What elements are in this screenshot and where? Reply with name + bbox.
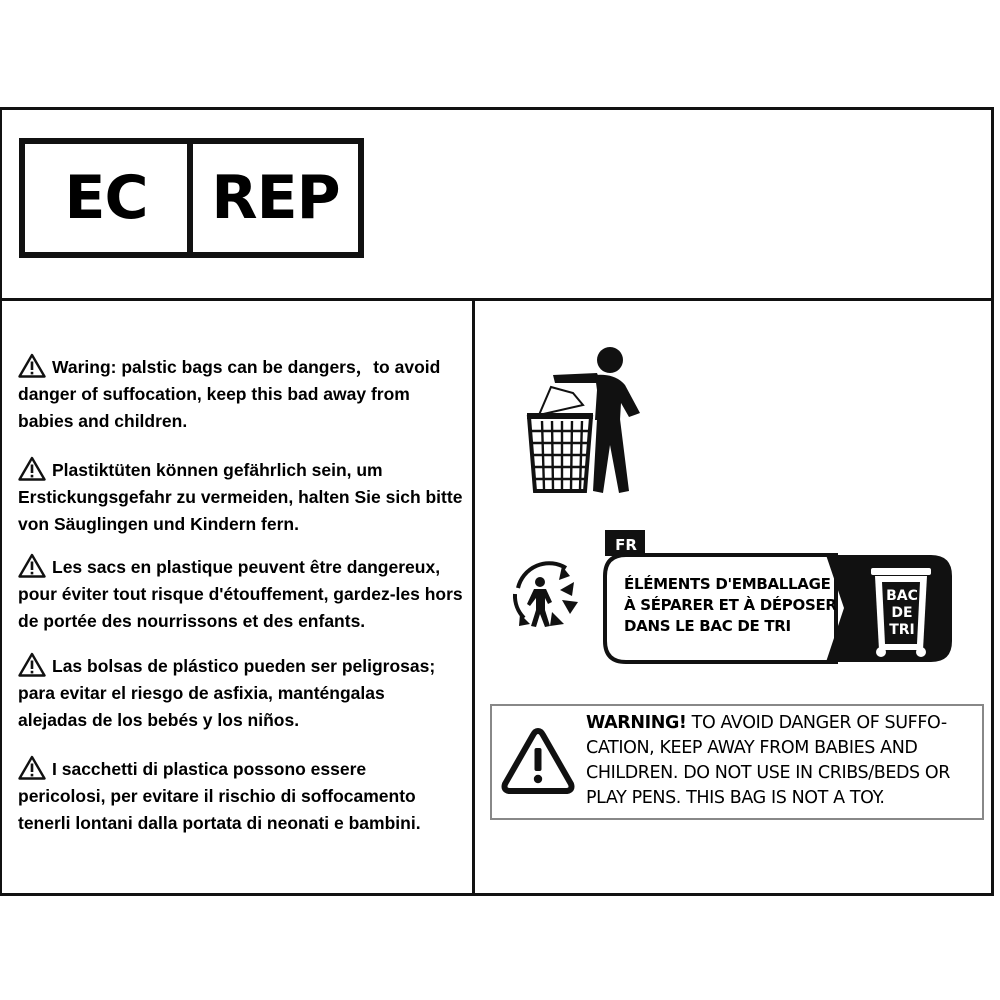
recycling-bin-icon <box>873 588 931 639</box>
warning-triangle-icon <box>18 353 46 378</box>
triman-line: DANS LE BAC DE TRI <box>624 617 791 635</box>
warning-triangle-icon <box>18 553 46 578</box>
warning-triangle-icon <box>18 456 46 481</box>
triman-line: À SÉPARER ET À DÉPOSER <box>624 596 837 614</box>
warning-text: Las bolsas de plástico pueden ser peligrosas; para evitar el riesgo de asfixia, manténgalas alejadas de los bebés y los niños. <box>18 656 436 730</box>
warning-english <box>18 353 468 435</box>
warning-text: Plastiktüten können gefährlich sein, um Erstickungsgefahr zu vermeiden, halten Sie sich bitte von Säuglingen und Kindern fern. <box>18 460 463 534</box>
frame-edge <box>0 107 2 896</box>
warning-italian <box>18 755 458 837</box>
rep-label: REP <box>211 163 340 233</box>
warning-triangle-icon <box>18 755 46 780</box>
bin-label: DE <box>891 605 913 621</box>
suffocation-warning-box <box>490 704 984 820</box>
warning-spanish <box>18 652 448 734</box>
warning-triangle-icon <box>500 726 576 801</box>
warning-heading: WARNING! <box>586 713 687 733</box>
ec-rep-symbol <box>19 138 364 258</box>
triman-instructions <box>624 574 844 637</box>
bin-label: BAC <box>886 588 918 604</box>
ec-label: EC <box>25 144 193 252</box>
tidyman-icon <box>525 345 645 500</box>
warning-body: TO AVOID DANGER OF SUFFO-CATION, KEEP AWAY FROM BABIES AND CHILDREN. DO NOT USE IN CRIBS/BEDS OR PLAY PENS. THIS BAG IS NOT A TOY. <box>586 713 951 808</box>
country-tag: FR <box>615 536 637 554</box>
warning-german <box>18 456 463 538</box>
vertical-divider <box>472 300 475 896</box>
suffocation-warning-text <box>586 711 981 811</box>
warning-triangle-icon <box>18 652 46 677</box>
bin-label: TRI <box>889 622 915 638</box>
warning-text: Les sacs en plastique peuvent être dangereux, pour éviter tout risque d'étouffement, gardez-les hors de portée des nourrissons et des enfants. <box>18 557 463 631</box>
triman-line: ÉLÉMENTS D'EMBALLAGE <box>624 575 831 593</box>
horizontal-divider <box>0 298 994 301</box>
warning-text: I sacchetti di plastica possono essere pericolosi, per evitare il rischio di soffocamento tenerli lontani dalla portata di neonati e bambini. <box>18 759 421 833</box>
warning-text: Waring: palstic bags can be dangers，to avoid danger of suffocation, keep this bad away from babies and children. <box>18 357 441 431</box>
warning-french <box>18 553 468 635</box>
